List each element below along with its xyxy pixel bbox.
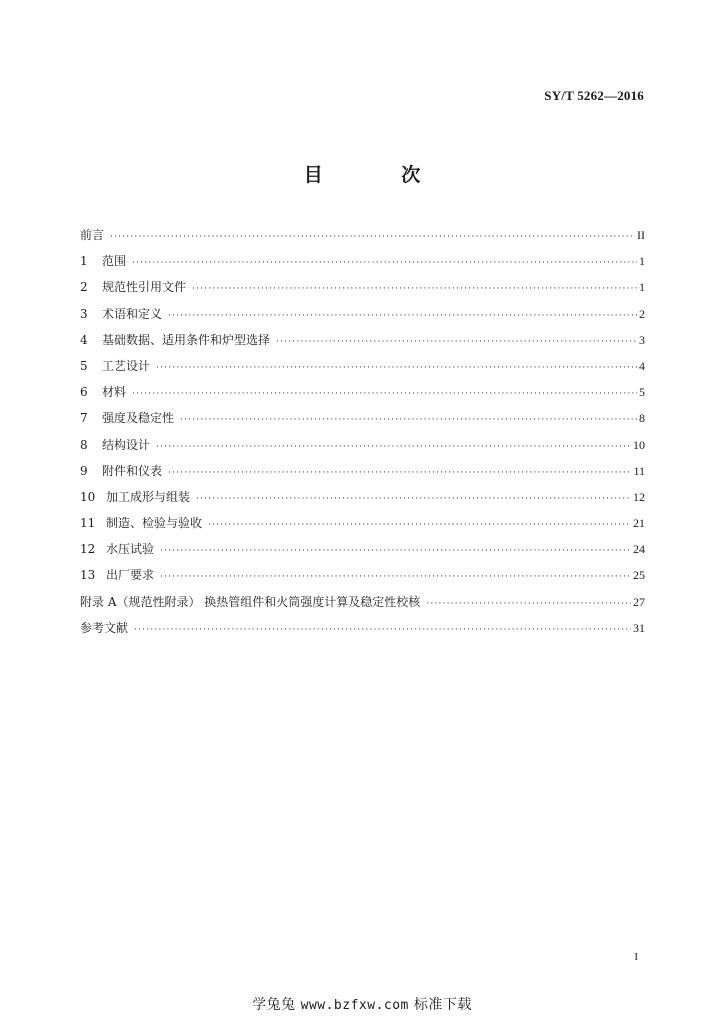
toc-row[interactable] (80, 566, 645, 592)
toc-leader-dots (168, 311, 637, 321)
toc-page-number: II (637, 228, 645, 242)
toc-leader-dots (156, 363, 637, 373)
toc-label: 附件和仪表 (102, 463, 163, 478)
toc-page-number: 10 (633, 437, 645, 452)
toc-row[interactable] (80, 305, 645, 331)
toc-row[interactable] (80, 278, 645, 304)
page-title: 目 次 (303, 164, 457, 186)
toc-row[interactable] (80, 383, 645, 409)
toc-label: 附录 A（规范性附录） 换热管组件和火筒强度计算及稳定性校核 (80, 594, 421, 609)
toc-leader-dots (180, 415, 637, 425)
toc-label: 材料 (102, 385, 127, 400)
toc-row[interactable] (80, 357, 645, 383)
toc-page-number: 8 (639, 411, 645, 426)
toc-page-number: 4 (639, 358, 645, 373)
toc-row[interactable] (80, 252, 645, 278)
toc-label: 出厂要求 (106, 568, 155, 583)
toc-row[interactable] (80, 436, 645, 462)
toc-row[interactable] (80, 331, 645, 357)
toc-section-number: 13 (80, 568, 96, 583)
footer-suffix: 标准下载 (408, 997, 472, 1013)
toc-page-number: 12 (633, 489, 645, 504)
toc-page-number: 21 (633, 516, 645, 531)
toc-label: 制造、检验与验收 (106, 516, 203, 531)
toc-section-number: 10 (80, 489, 96, 504)
toc-label: 前言 (80, 228, 105, 242)
toc-section-number: 5 (80, 358, 88, 373)
toc-leader-dots (160, 572, 631, 582)
toc-section-number: 11 (80, 516, 96, 531)
toc-leader-dots (132, 389, 637, 399)
toc-label: 加工成形与组装 (106, 489, 191, 504)
toc-page-number: 25 (633, 568, 645, 583)
toc-page-number: 2 (639, 306, 645, 321)
toc-label: 范围 (102, 254, 127, 269)
toc-section-number: 3 (80, 306, 88, 321)
toc-leader-dots (156, 442, 631, 452)
toc-page-number: 1 (639, 280, 645, 295)
footer-prefix: 学兔兔 (252, 997, 301, 1013)
toc-label: 工艺设计 (102, 358, 151, 373)
footer-watermark (0, 994, 724, 1014)
toc-label: 规范性引用文件 (102, 280, 187, 295)
toc-leader-dots (168, 468, 631, 478)
toc-section-number: 7 (80, 411, 88, 426)
toc-label: 结构设计 (102, 437, 151, 452)
toc-leader-dots (196, 494, 631, 504)
toc-leader-dots (276, 337, 637, 347)
toc-section-number: 1 (80, 254, 88, 269)
toc-page-number: 11 (633, 463, 645, 478)
standard-number: SY/T 5262—2016 (544, 88, 644, 103)
toc-leader-dots (160, 546, 631, 556)
table-of-contents (80, 226, 645, 645)
toc-leader-dots (192, 284, 637, 294)
toc-page-number: 3 (639, 332, 645, 347)
page-number: I (634, 951, 638, 963)
toc-leader-dots (132, 258, 637, 268)
toc-label: 参考文献 (80, 620, 129, 635)
toc-row[interactable] (80, 619, 645, 645)
toc-row[interactable] (80, 409, 645, 435)
toc-row[interactable] (80, 593, 645, 619)
toc-label: 水压试验 (106, 542, 155, 557)
toc-section-number: 2 (80, 280, 88, 295)
toc-page-number: 1 (639, 254, 645, 269)
toc-page-number: 5 (639, 385, 645, 400)
toc-section-number: 4 (80, 332, 88, 347)
toc-leader-dots (134, 625, 631, 635)
footer-url[interactable]: www.bzfxw.com (300, 998, 409, 1013)
toc-row[interactable] (80, 514, 645, 540)
toc-row[interactable] (80, 540, 645, 566)
toc-label: 基础数据、适用条件和炉型选择 (102, 332, 271, 347)
toc-section-number: 8 (80, 437, 88, 452)
toc-row[interactable] (80, 488, 645, 514)
toc-leader-dots (110, 232, 635, 242)
toc-section-number: 6 (80, 385, 88, 400)
toc-section-number: 9 (80, 463, 88, 478)
toc-page-number: 31 (633, 620, 645, 635)
toc-page-number: 24 (633, 542, 645, 557)
toc-leader-dots (426, 599, 631, 609)
toc-leader-dots (208, 520, 631, 530)
toc-row[interactable] (80, 462, 645, 488)
toc-page-number: 27 (633, 594, 645, 609)
toc-label: 术语和定义 (102, 306, 163, 321)
toc-row[interactable] (80, 226, 645, 252)
toc-section-number: 12 (80, 542, 96, 557)
toc-label: 强度及稳定性 (102, 411, 175, 426)
